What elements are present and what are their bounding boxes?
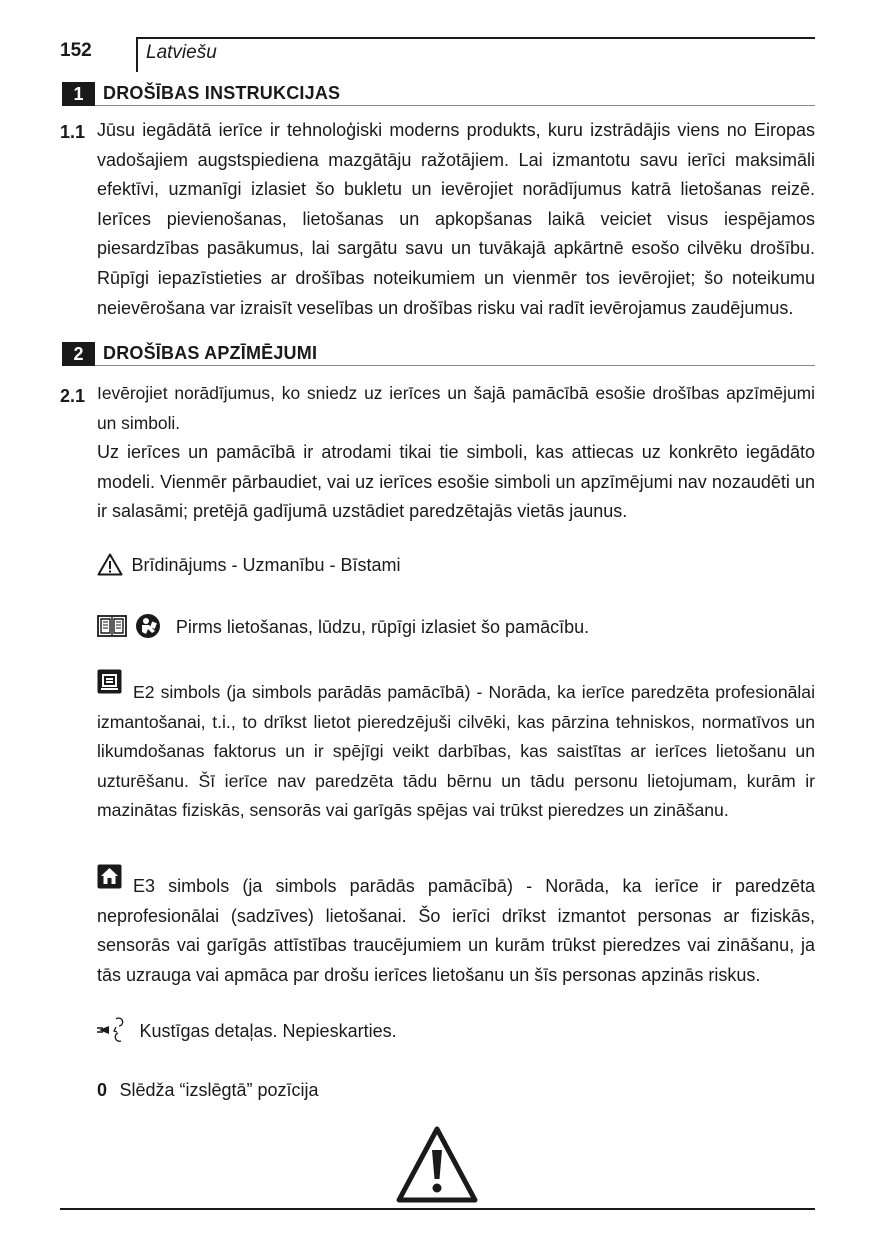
- manual-symbol-row: [97, 613, 589, 644]
- paragraph-2-1-text-1: Ievērojiet norādījumus, ko sniedz uz ierīces un šajā pamācībā esošie drošības apzīmējumi un simboli.: [97, 383, 815, 433]
- e3-symbol-text: E3 simbols (ja simbols parādās pamācībā) - Norāda, ka ierīce ir paredzēta neprofesionālai (sadzīves) lietošanai. Šo ierīci drīkst izmantot personas ar fiziskās, sensorās vai garīgās attīstības traucējumiem un kurām trūkst pieredzes vai zināšanu, ja tās uzrauga vai apmāca par drošu ierīces lietošanu un šīs personas apzinās riskus.: [97, 876, 815, 985]
- paragraph-1-1-text: Jūsu iegādātā ierīce ir tehnoloģiski moderns produkts, kuru izstrādājis viens no Eiropas vadošajiem augstspiediena mazgātāju ražotājiem. Lai izmantotu savu ierīci maksimāli efektīvi, uzmanīgi izlasiet šo bukletu un ievērojiet norādījumus katrā lietošanas reizē. Ierīces pievienošanas, lietošanas un apkopšanas laikā veiciet visus iespējamos piesardzības pasākumus, lai sargātu savu un tuvākajā apkārtnē esošo cilvēku drošību. Rūpīgi iepazīstieties ar drošības noteikumiem un vienmēr tos ievērojiet; šo noteikumu neievērošana var izraisīt veselības un drošības risku vai radīt ievērojamus zaudējumus.: [97, 120, 815, 318]
- section-1-heading: [62, 82, 815, 106]
- section-2-number: 2: [62, 342, 95, 366]
- moving-parts-row: [97, 1015, 397, 1050]
- open-book-icon: [97, 614, 127, 643]
- warning-symbol-text: Brīdinājums - Uzmanību - Bīstami: [131, 555, 401, 575]
- warning-symbol-row: [97, 551, 401, 581]
- off-position-text: Slēdža “izslēgtā” pozīcija: [119, 1080, 319, 1100]
- paragraph-2-1-text-2: Uz ierīces un pamācībā ir atrodami tikai tie simboli, kas attiecas uz konkrēto iegādāto modeli. Vienmēr pārbaudiet, vai uz ierīces esošie simboli un apzīmējumi nav nozaudēti un ir salasāmi; pretējā gadījumā uzstādiet paredzētajās vietās jaunus.: [97, 442, 815, 522]
- paragraph-1-1-number: 1.1: [60, 122, 86, 142]
- read-manual-icon: [135, 613, 161, 644]
- e2-symbol-text: E2 simbols (ja simbols parādās pamācībā) - Norāda, ka ierīce paredzēta profesionālai izmantošanai, t.i., to drīkst lietot pieredzējuši cilvēki, kas pārzina tehniskos, normatīvos un likumdošanas faktorus un ir spējīgi veikt darbības, kas saistītas ar ierīces lietošanu un uzturēšanu. Šī ierīce nav paredzēta tādu bērnu un tādu personu lietojumam, kurām ir mazinātas fiziskās, sensorās vai garīgās spējas vai trūkst pieredzes un zināšanu.: [97, 682, 815, 821]
- warning-triangle-icon: [97, 553, 123, 581]
- section-1-number: 1: [62, 82, 95, 106]
- off-position-symbol: 0: [97, 1080, 108, 1100]
- moving-parts-icon: [97, 1015, 127, 1050]
- language-label: Latviešu: [146, 42, 217, 63]
- section-1-title: DROŠĪBAS INSTRUKCIJAS: [103, 83, 341, 103]
- header-top-rule: [136, 37, 815, 39]
- section-1-rule: [95, 105, 815, 106]
- header-divider: [136, 37, 138, 72]
- section-2-heading: [62, 342, 815, 366]
- paragraph-2-1-number: 2.1: [60, 386, 86, 406]
- off-position-row: [97, 1076, 319, 1106]
- manual-symbol-text: Pirms lietošanas, lūdzu, rūpīgi izlasiet šo pamācību.: [175, 617, 590, 637]
- moving-parts-text: Kustīgas detaļas. Nepieskarties.: [139, 1020, 397, 1041]
- large-warning-triangle-icon: [395, 1124, 479, 1209]
- page-number: 152: [60, 40, 92, 61]
- section-2-title: DROŠĪBAS APZĪMĒJUMI: [103, 343, 318, 363]
- section-2-rule: [95, 365, 815, 366]
- footer-rule: [60, 1208, 815, 1210]
